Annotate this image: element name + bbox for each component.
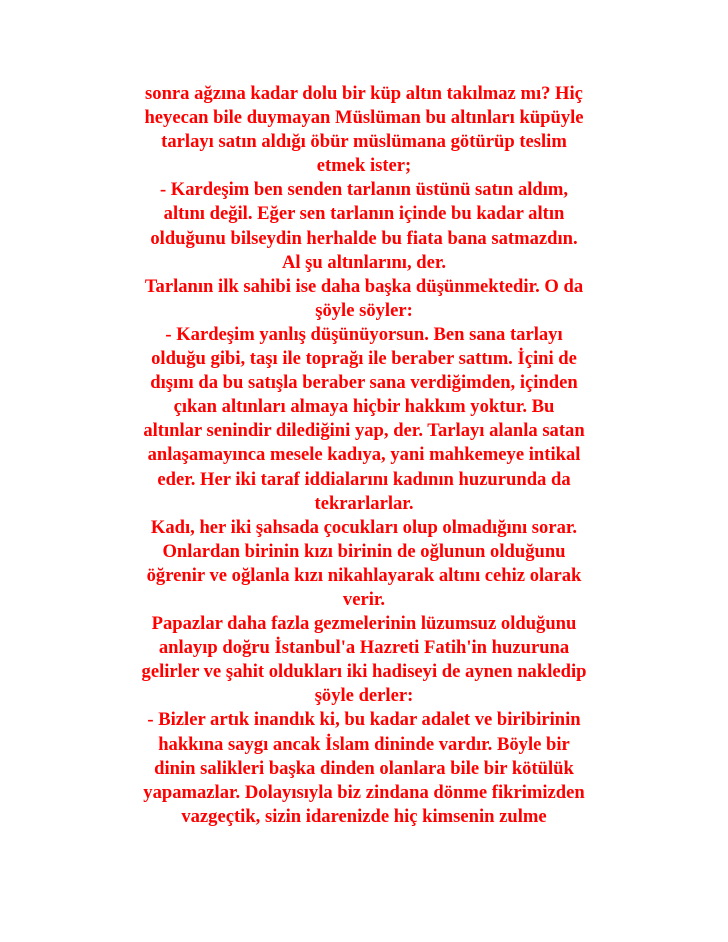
text-line: öğrenir ve oğlanla kızı nikahlayarak altını cehiz olarak — [146, 564, 582, 586]
text-line: verir. — [342, 588, 386, 610]
text-line: dinin salikleri başka dinden olanlara bile bir kötülük — [154, 757, 574, 779]
text-line: anlaşamayınca mesele kadıya, yani mahkemeye intikal — [147, 444, 581, 466]
text-line: dışını da bu satışla beraber sana verdiğimden, içinden — [150, 372, 578, 394]
text-line: Kadı, her iki şahsada çocukları olup olmadığını sorar. — [150, 516, 578, 538]
text-line: Al şu altınlarını, der. — [281, 251, 447, 273]
text-line: altını değil. Eğer sen tarlanın içinde bu kadar altın — [163, 203, 565, 225]
text-line: tarlayı satın aldığı öbür müslümana götürüp teslim — [161, 131, 567, 153]
text-line: Papazlar daha fazla gezmelerinin lüzumsuz olduğunu — [151, 613, 577, 635]
text-line: anlayıp doğru İstanbul'a Hazreti Fatih'in huzuruna — [158, 637, 570, 659]
text-line: vazgeçtik, sizin idarenizde hiç kimsenin zulme — [181, 805, 547, 827]
text-line: - Bizler artık inandık ki, bu kadar adalet ve biribirinin — [147, 709, 581, 731]
text-line: çıkan altınları almaya hiçbir hakkım yoktur. Bu — [173, 396, 555, 418]
text-line: - Kardeşim yanlış düşünüyorsun. Ben sana tarlayı — [165, 323, 563, 345]
text-line: heyecan bile duymayan Müslüman bu altınları küpüyle — [144, 107, 584, 129]
text-line: tekrarlarlar. — [314, 492, 414, 514]
text-line: etmek ister; — [316, 155, 412, 177]
text-line: gelirler ve şahit oldukları iki hadiseyi de aynen nakledip — [141, 661, 587, 683]
text-line: hakkına saygı ancak İslam dininde vardır. Böyle bir — [158, 733, 570, 755]
text-line: olduğu gibi, taşı ile toprağı ile beraber sattım. İçini de — [151, 348, 577, 370]
text-line: altınlar senindir dilediğini yap, der. Tarlayı alanla satan — [143, 420, 585, 442]
text-line: olduğunu bilseydin herhalde bu fiata bana satmazdın. — [150, 227, 578, 249]
text-line: yapamazlar. Dolayısıyla biz zindana dönme fikrimizden — [143, 781, 585, 803]
text-line: Onlardan birinin kızı birinin de oğlunun olduğunu — [162, 540, 566, 562]
body-text — [102, 82, 626, 829]
text-line: Tarlanın ilk sahibi ise daha başka düşünmektedir. O da — [144, 275, 584, 297]
text-line: eder. Her iki taraf iddialarını kadının huzurunda da — [157, 468, 571, 490]
text-line: - Kardeşim ben senden tarlanın üstünü satın aldım, — [159, 179, 569, 201]
text-line: sonra ağzına kadar dolu bir küp altın takılmaz mı? Hiç — [145, 83, 583, 104]
text-line: şöyle derler: — [314, 685, 414, 707]
text-line: şöyle söyler: — [315, 299, 413, 321]
